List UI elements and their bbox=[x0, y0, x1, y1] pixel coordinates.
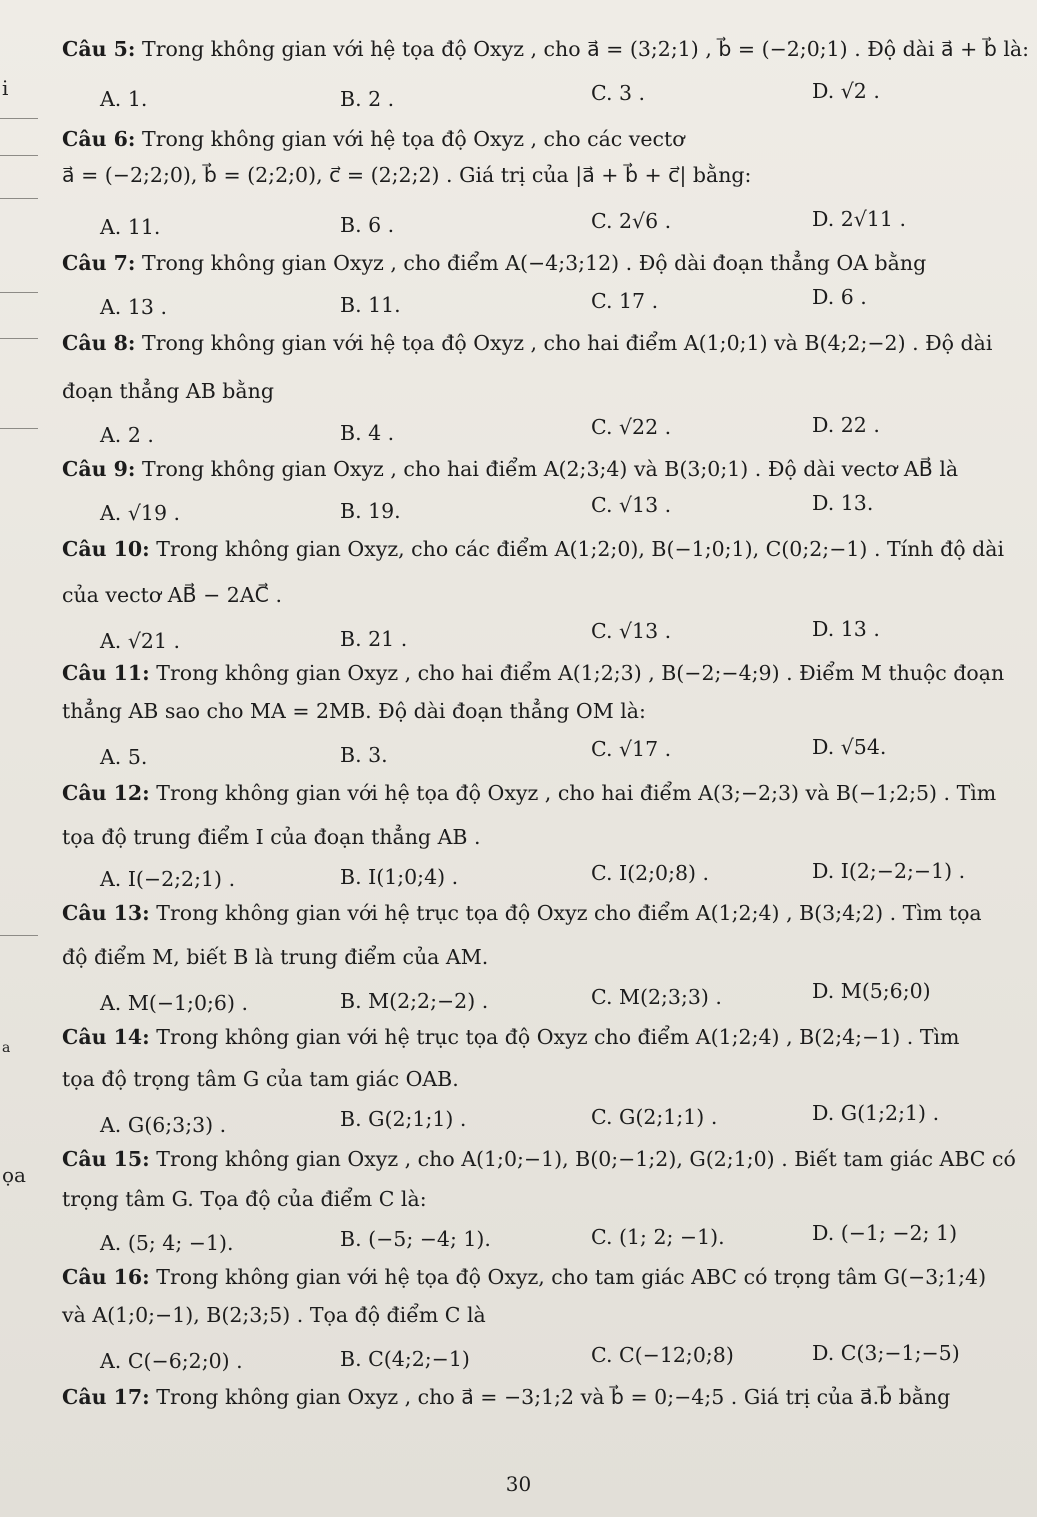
question-label: Câu 5: bbox=[62, 37, 136, 61]
margin-rule bbox=[0, 935, 38, 936]
question-text: Trong không gian Oxyz , cho điểm A(−4;3;12) . Độ dài đoạn thẳng OA bằng bbox=[142, 251, 927, 275]
option-c: C. √22 . bbox=[591, 415, 672, 439]
margin-rule bbox=[0, 118, 38, 119]
option-a: A. M(−1;0;6) . bbox=[100, 991, 248, 1015]
option-d: D. (−1; −2; 1) bbox=[812, 1221, 958, 1245]
option-b: B. 21 . bbox=[340, 627, 408, 651]
option-c: C. 2√6 . bbox=[591, 209, 672, 233]
question-label: Câu 16: bbox=[62, 1265, 150, 1289]
question-12-line-2: tọa độ trung điểm I của đoạn thẳng AB . bbox=[62, 825, 481, 849]
page-number: 30 bbox=[505, 1472, 532, 1496]
option-d: D. 2√11 . bbox=[812, 207, 906, 231]
option-b: B. I(1;0;4) . bbox=[340, 865, 459, 889]
question-6-line-2: a⃗ = (−2;2;0), b⃗ = (2;2;0), c⃗ = (2;2;2) . Giá trị của |a⃗ + b⃗ + c⃗| bằng: bbox=[62, 163, 752, 187]
question-7 bbox=[62, 250, 926, 276]
option-d: D. G(1;2;1) . bbox=[812, 1101, 940, 1125]
option-a: A. 2 . bbox=[100, 423, 154, 447]
question-16 bbox=[62, 1264, 986, 1290]
margin-mark: a bbox=[2, 1040, 11, 1056]
question-text: Trong không gian với hệ tọa độ Oxyz, cho tam giác ABC có trọng tâm G(−3;1;4) bbox=[156, 1265, 987, 1289]
question-label: Câu 9: bbox=[62, 457, 136, 481]
option-b: B. G(2;1;1) . bbox=[340, 1107, 467, 1131]
margin-rule bbox=[0, 338, 38, 339]
option-b: B. 4 . bbox=[340, 421, 395, 445]
question-label: Câu 17: bbox=[62, 1385, 150, 1409]
option-d: D. C(3;−1;−5) bbox=[812, 1341, 960, 1365]
option-c: C. 17 . bbox=[591, 289, 659, 313]
question-text: Trong không gian với hệ tọa độ Oxyz , cho các vectơ bbox=[142, 127, 685, 151]
option-a: A. 13 . bbox=[100, 295, 167, 319]
option-c: C. 3 . bbox=[591, 81, 646, 105]
option-d: D. √2 . bbox=[812, 79, 880, 103]
question-text: Trong không gian Oxyz , cho hai điểm A(1;2;3) , B(−2;−4;9) . Điểm M thuộc đoạn bbox=[156, 661, 1005, 685]
question-label: Câu 12: bbox=[62, 781, 150, 805]
question-9 bbox=[62, 456, 958, 482]
option-a: A. 1. bbox=[100, 87, 148, 111]
question-text: Trong không gian Oxyz , cho A(1;0;−1), B(0;−1;2), G(2;1;0) . Biết tam giác ABC có bbox=[156, 1147, 1016, 1171]
margin-rule bbox=[0, 292, 38, 293]
question-6 bbox=[62, 126, 685, 152]
option-c: C. √17 . bbox=[591, 737, 672, 761]
question-13 bbox=[62, 900, 982, 926]
question-label: Câu 7: bbox=[62, 251, 136, 275]
option-d: D. I(2;−2;−1) . bbox=[812, 859, 966, 883]
option-a: A. 11. bbox=[100, 215, 161, 239]
question-10 bbox=[62, 536, 1004, 562]
question-10-line-2: của vectơ AB⃗ − 2AC⃗ . bbox=[62, 583, 282, 607]
question-11-line-2: thẳng AB sao cho MA = 2MB. Độ dài đoạn thẳng OM là: bbox=[62, 699, 646, 723]
option-a: A. G(6;3;3) . bbox=[100, 1113, 227, 1137]
option-b: B. C(4;2;−1) bbox=[340, 1347, 470, 1371]
option-d: D. √54. bbox=[812, 735, 887, 759]
question-5 bbox=[62, 36, 1029, 62]
option-b: B. (−5; −4; 1). bbox=[340, 1227, 491, 1251]
option-a: A. √19 . bbox=[100, 501, 181, 525]
option-c: C. √13 . bbox=[591, 619, 672, 643]
option-b: B. 2 . bbox=[340, 87, 395, 111]
option-a: A. I(−2;2;1) . bbox=[100, 867, 236, 891]
question-label: Câu 13: bbox=[62, 901, 150, 925]
margin-mark: i bbox=[2, 76, 9, 100]
option-c: C. G(2;1;1) . bbox=[591, 1105, 718, 1129]
option-b: B. M(2;2;−2) . bbox=[340, 989, 489, 1013]
question-text: Trong không gian Oxyz , cho hai điểm A(2;3;4) và B(3;0;1) . Độ dài vectơ AB⃗ là bbox=[142, 457, 959, 481]
option-a: A. 5. bbox=[100, 745, 148, 769]
question-text: Trong không gian Oxyz , cho a⃗ = −3;1;2 và b⃗ = 0;−4;5 . Giá trị của a⃗.b⃗ bằng bbox=[156, 1385, 951, 1409]
question-label: Câu 11: bbox=[62, 661, 150, 685]
option-b: B. 6 . bbox=[340, 213, 395, 237]
option-b: B. 11. bbox=[340, 293, 401, 317]
option-a: A. √21 . bbox=[100, 629, 181, 653]
question-15 bbox=[62, 1146, 1016, 1172]
option-d: D. 22 . bbox=[812, 413, 880, 437]
option-c: C. I(2;0;8) . bbox=[591, 861, 710, 885]
option-d: D. M(5;6;0) bbox=[812, 979, 931, 1003]
question-label: Câu 10: bbox=[62, 537, 150, 561]
option-a: A. (5; 4; −1). bbox=[100, 1231, 234, 1255]
question-text: Trong không gian với hệ trục tọa độ Oxyz cho điểm A(1;2;4) , B(3;4;2) . Tìm tọa bbox=[156, 901, 982, 925]
question-label: Câu 14: bbox=[62, 1025, 150, 1049]
question-text: Trong không gian Oxyz, cho các điểm A(1;2;0), B(−1;0;1), C(0;2;−1) . Tính độ dài bbox=[156, 537, 1005, 561]
option-d: D. 13 . bbox=[812, 617, 880, 641]
margin-rule bbox=[0, 155, 38, 156]
question-17 bbox=[62, 1384, 950, 1410]
option-c: C. √13 . bbox=[591, 493, 672, 517]
margin-rule bbox=[0, 198, 38, 199]
question-label: Câu 8: bbox=[62, 331, 136, 355]
question-14-line-2: tọa độ trọng tâm G của tam giác OAB. bbox=[62, 1067, 459, 1091]
question-8 bbox=[62, 330, 992, 356]
question-16-line-2: và A(1;0;−1), B(2;3;5) . Tọa độ điểm C là bbox=[62, 1303, 486, 1327]
margin-mark: ọa bbox=[2, 1163, 26, 1187]
option-c: C. M(2;3;3) . bbox=[591, 985, 722, 1009]
option-d: D. 13. bbox=[812, 491, 874, 515]
option-c: C. (1; 2; −1). bbox=[591, 1225, 725, 1249]
question-8-line-2: đoạn thẳng AB bằng bbox=[62, 379, 274, 403]
option-d: D. 6 . bbox=[812, 285, 867, 309]
option-b: B. 3. bbox=[340, 743, 388, 767]
question-11 bbox=[62, 660, 1004, 686]
question-label: Câu 15: bbox=[62, 1147, 150, 1171]
question-label: Câu 6: bbox=[62, 127, 136, 151]
option-c: C. C(−12;0;8) bbox=[591, 1343, 734, 1367]
question-text: Trong không gian với hệ tọa độ Oxyz , cho hai điểm A(3;−2;3) và B(−1;2;5) . Tìm bbox=[156, 781, 997, 805]
option-a: A. C(−6;2;0) . bbox=[100, 1349, 243, 1373]
question-12 bbox=[62, 780, 996, 806]
question-text: Trong không gian với hệ trục tọa độ Oxyz cho điểm A(1;2;4) , B(2;4;−1) . Tìm bbox=[156, 1025, 960, 1049]
question-13-line-2: độ điểm M, biết B là trung điểm của AM. bbox=[62, 945, 489, 969]
margin-rule bbox=[0, 428, 38, 429]
question-text: Trong không gian với hệ tọa độ Oxyz , cho hai điểm A(1;0;1) và B(4;2;−2) . Độ dài bbox=[142, 331, 993, 355]
question-15-line-2: trọng tâm G. Tọa độ của điểm C là: bbox=[62, 1187, 427, 1211]
question-text: Trong không gian với hệ tọa độ Oxyz , cho a⃗ = (3;2;1) , b⃗ = (−2;0;1) . Độ dài a⃗ + b⃗ là: bbox=[142, 37, 1030, 61]
option-b: B. 19. bbox=[340, 499, 401, 523]
question-14 bbox=[62, 1024, 960, 1050]
